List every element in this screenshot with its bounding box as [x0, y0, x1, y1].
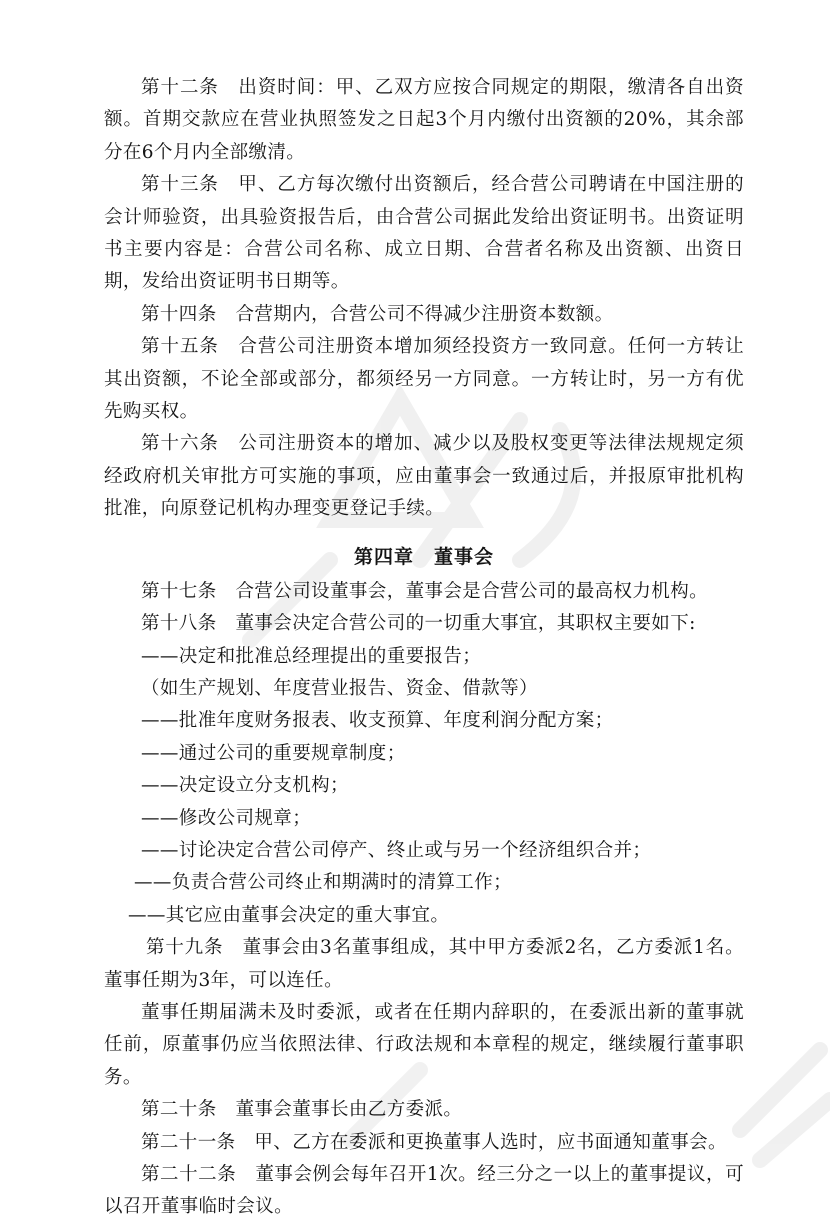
- document-body: [104, 72, 744, 1224]
- article-18: 第十八条 董事会决定合营公司的一切重大事宜，其职权主要如下:: [141, 613, 696, 635]
- article-14: 第十四条 合营期内，合营公司不得减少注册资本数额。: [141, 303, 614, 325]
- article-20: 第二十条 董事会董事长由乙方委派。: [141, 1099, 463, 1121]
- article-15: 第十五条 合营公司注册资本增加须经投资方一致同意。任何一方转让其出资额，不论全部或部分，都须经另一方同意。一方转让时，另一方有优先购买权。: [104, 336, 744, 423]
- power-item: ——批准年度财务报表、收支预算、年度利润分配方案；: [141, 710, 614, 732]
- article-17: 第十七条 合营公司设董事会，董事会是合营公司的最高权力机构。: [141, 580, 709, 602]
- power-item: ——通过公司的重要规章制度；: [141, 742, 406, 764]
- article-13: 第十三条 甲、乙方每次缴付出资额后，经合营公司聘请在中国注册的会计师验资，出具验资报告后，由合营公司据此发给出资证明书。出资证明书主要内容是：合营公司名称、成立日期、合营者名称及出资额、出资日期，发给出资证明书日期等。: [104, 174, 744, 293]
- power-item: （如生产规划、年度营业报告、资金、借款等）: [141, 677, 538, 699]
- power-item: ——讨论决定合营公司停产、终止或与另一个经济组织合并；: [141, 839, 652, 861]
- article-21: 第二十一条 甲、乙方在委派和更换董事人选时，应书面通知董事会。: [141, 1131, 727, 1153]
- power-item: ——决定设立分支机构；: [141, 775, 349, 797]
- power-item: ——其它应由董事会决定的重大事宜。: [128, 904, 450, 926]
- article-19-continued: 董事任期届满未及时委派，或者在任期内辞职的，在委派出新的董事就任前，原董事仍应当依照法律、行政法规和本章程的规定，继续履行董事职务。: [104, 1001, 744, 1088]
- power-item: ——修改公司规章；: [141, 807, 312, 829]
- article-22: 第二十二条 董事会例会每年召开1次。经三分之一以上的董事提议，可以召开董事临时会议。: [104, 1164, 744, 1218]
- power-item: ——负责合营公司终止和期满时的清算工作；: [134, 872, 513, 894]
- article-12: 第十二条 出资时间：甲、乙双方应按合同规定的期限，缴清各自出资额。首期交款应在营业执照签发之日起3个月内缴付出资额的20%，其余部分在6个月内全部缴清。: [104, 77, 744, 163]
- chapter-heading: 第四章 董事会: [353, 545, 494, 568]
- article-16: 第十六条 公司注册资本的增加、减少以及股权变更等法律法规规定须经政府机关审批方可实施的事项，应由董事会一致通过后，并报原审批机构批准，向原登记机构办理变更登记手续。: [104, 433, 744, 520]
- power-item: ——决定和批准总经理提出的重要报告；: [141, 645, 482, 667]
- article-19: 第十九条 董事会由3名董事组成，其中甲方委派2名，乙方委派1名。董事任期为3年，可以连任。: [104, 937, 744, 991]
